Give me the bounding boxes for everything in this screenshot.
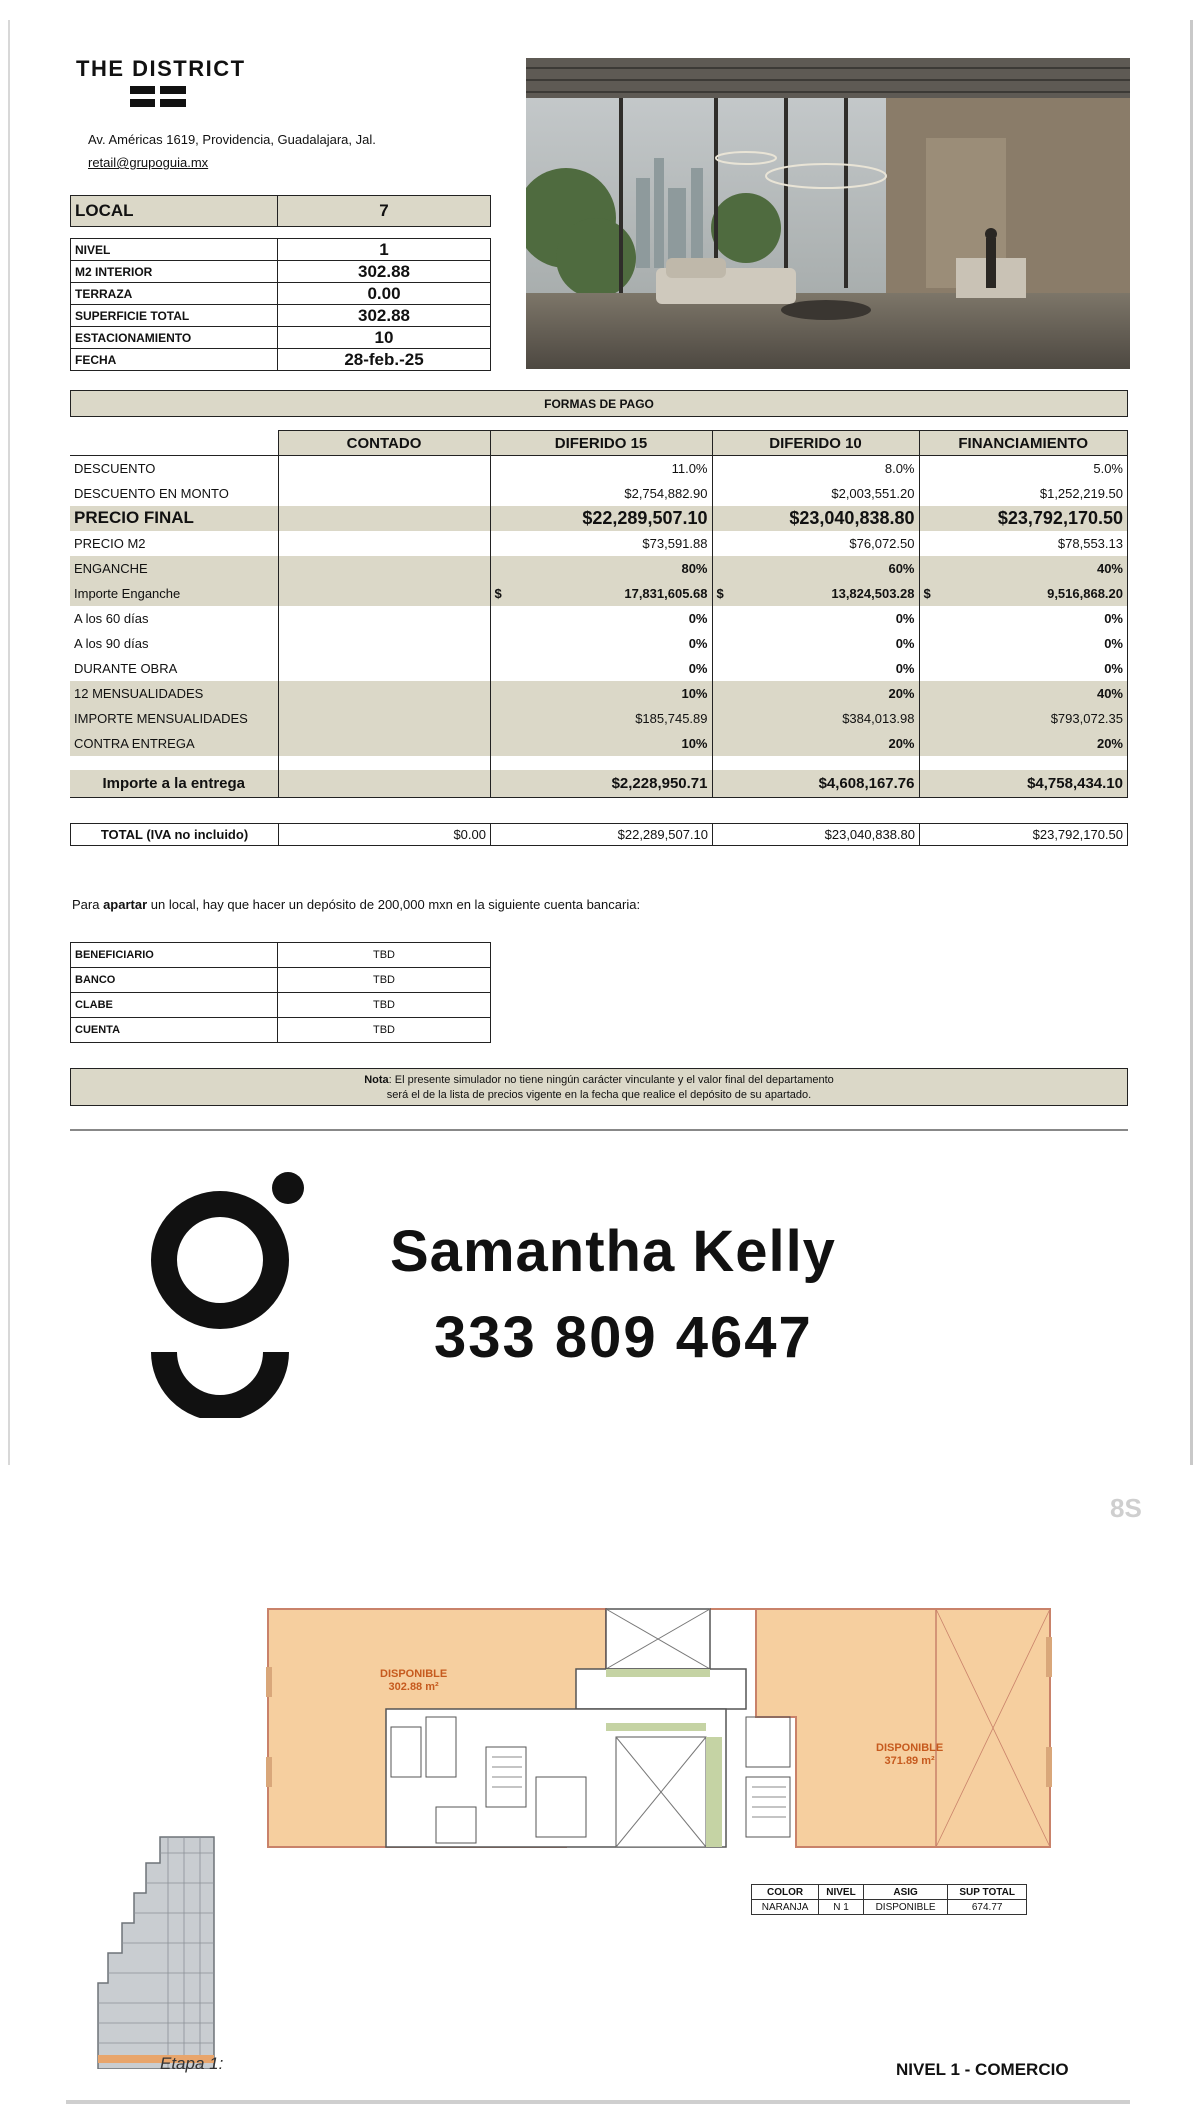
row-cell (712, 506, 919, 531)
payment-row (70, 481, 1128, 506)
cell-value: 40% (1096, 560, 1123, 576)
info-value: 10 (278, 327, 491, 349)
formas-title: FORMAS DE PAGO (71, 391, 1128, 417)
bank-label: CLABE (71, 993, 278, 1018)
currency-sign: $ (716, 585, 724, 601)
bank-row (71, 993, 491, 1018)
row-cell (490, 456, 712, 481)
cell-value: 0% (895, 610, 915, 626)
row-cell (712, 581, 919, 606)
sheet-left-edge (8, 20, 10, 1465)
total-financiamiento: $23,792,170.50 (920, 824, 1128, 846)
info-label: ESTACIONAMIENTO (71, 327, 278, 349)
payment-row (70, 706, 1128, 731)
row-cell (278, 556, 490, 581)
row-label: DESCUENTO (70, 456, 278, 481)
row-cell (490, 581, 712, 606)
info-value: 28-feb.-25 (278, 349, 491, 371)
row-label: 12 MENSUALIDADES (70, 681, 278, 706)
row-cell (278, 531, 490, 556)
column-header-contado: CONTADO (278, 431, 490, 456)
lobby-illustration (526, 58, 1130, 369)
row-cell (490, 556, 712, 581)
cell-value: 20% (888, 685, 915, 701)
row-label: IMPORTE MENSUALIDADES (70, 706, 278, 731)
info-label: NIVEL (71, 239, 278, 261)
row-cell (919, 681, 1128, 706)
legend-cell: DISPONIBLE (863, 1900, 947, 1915)
row-cell (919, 631, 1128, 656)
cell-value: 20% (1096, 735, 1123, 751)
disclaimer-note (70, 1068, 1128, 1106)
info-value: 302.88 (278, 305, 491, 327)
row-cell (919, 731, 1128, 756)
info-row (71, 305, 491, 327)
bottom-divider (66, 2100, 1130, 2104)
bank-row (71, 943, 491, 968)
row-label: CONTRA ENTREGA (70, 731, 278, 756)
row-cell (919, 556, 1128, 581)
unit-a-label (380, 1668, 447, 1694)
cell-value: 80% (681, 560, 708, 576)
row-cell (712, 681, 919, 706)
local-value: 7 (278, 196, 491, 227)
bank-value: TBD (278, 968, 491, 993)
payment-row (70, 506, 1128, 531)
local-table (70, 195, 491, 227)
payment-table (70, 430, 1128, 798)
cell-value: $2,228,950.71 (611, 774, 708, 792)
spacer-row (70, 756, 1128, 770)
row-cell (490, 531, 712, 556)
cell-value: $73,591.88 (642, 535, 708, 551)
cell-value: 0% (688, 635, 708, 651)
currency-sign: $ (494, 585, 502, 601)
row-cell (712, 631, 919, 656)
cell-value: 5.0% (1093, 460, 1123, 476)
deposit-instructions (72, 897, 640, 912)
divider (70, 1129, 1128, 1131)
cell-value: 0% (895, 635, 915, 651)
bank-value: TBD (278, 943, 491, 968)
unit-b-status: DISPONIBLE (876, 1742, 944, 1754)
agent-name: Samantha Kelly (390, 1219, 836, 1284)
payment-row (70, 770, 1128, 798)
info-row (71, 283, 491, 305)
cell-value: $793,072.35 (1050, 710, 1123, 726)
unit-a-status: DISPONIBLE (380, 1668, 448, 1680)
column-header-diferido-15: DIFERIDO 15 (490, 431, 712, 456)
info-value: 0.00 (278, 283, 491, 305)
formas-de-pago-header (70, 390, 1128, 417)
cell-value: 9,516,868.20 (1047, 585, 1123, 601)
cell-value: $78,553.13 (1057, 535, 1123, 551)
cell-value: 0% (1104, 635, 1123, 651)
payment-header-row (70, 431, 1128, 456)
plan-legend-table (751, 1884, 1027, 1915)
payment-row (70, 456, 1128, 481)
deposit-text: Para (72, 897, 104, 912)
cell-value: 10% (681, 685, 708, 701)
cell-value: 17,831,605.68 (624, 585, 708, 601)
info-label: SUPERFICIE TOTAL (71, 305, 278, 327)
row-cell (712, 731, 919, 756)
sheet-right-edge (1190, 20, 1193, 1465)
deposit-text-rest: un local, hay que hacer un depósito de 200,000 mxn en la siguiente cuenta bancaria: (147, 897, 641, 912)
row-label: DESCUENTO EN MONTO (70, 481, 278, 506)
note-text-1: : El presente simulador no tiene ningún carácter vinculante y el valor final del departamento (388, 1074, 834, 1086)
row-cell (490, 631, 712, 656)
row-cell (278, 731, 490, 756)
row-cell (919, 606, 1128, 631)
total-contado: $0.00 (279, 824, 491, 846)
row-cell (490, 681, 712, 706)
address: Av. Américas 1619, Providencia, Guadalajara, Jal. (88, 132, 376, 147)
row-cell (712, 606, 919, 631)
unit-b-area: 371.89 m² (884, 1755, 935, 1767)
note-text-2: será el de la lista de precios vigente en la fecha que realice el depósito de su apartado. (386, 1089, 812, 1101)
legend-header: NIVEL (819, 1885, 864, 1900)
legend-header: SUP TOTAL (948, 1885, 1027, 1900)
row-cell (712, 770, 919, 798)
row-cell (490, 606, 712, 631)
bank-table (70, 942, 491, 1043)
cell-value: 0% (688, 610, 708, 626)
info-label: M2 INTERIOR (71, 261, 278, 283)
row-cell (919, 456, 1128, 481)
row-cell (919, 706, 1128, 731)
bank-value: TBD (278, 1018, 491, 1043)
brand-name: THE DISTRICT (76, 56, 246, 81)
legend-row (752, 1900, 1027, 1915)
cell-value: 8.0% (884, 460, 915, 476)
header-spacer (70, 431, 278, 456)
info-row (71, 349, 491, 371)
row-cell (919, 581, 1128, 606)
row-cell (712, 481, 919, 506)
local-label: LOCAL (71, 196, 278, 227)
unit-a-area: 302.88 m² (388, 1681, 439, 1693)
row-cell (278, 456, 490, 481)
cell-value: $76,072.50 (849, 535, 915, 551)
row-cell (490, 706, 712, 731)
legend-cell: NARANJA (752, 1900, 819, 1915)
bank-value: TBD (278, 993, 491, 1018)
row-cell (278, 506, 490, 531)
payment-row (70, 531, 1128, 556)
legend-cell: N 1 (819, 1900, 864, 1915)
row-cell (278, 656, 490, 681)
floor-plan (266, 1607, 1052, 1849)
cell-value: 13,824,503.28 (831, 585, 915, 601)
column-header-financiamiento: FINANCIAMIENTO (919, 431, 1128, 456)
row-cell (712, 456, 919, 481)
row-cell (490, 770, 712, 798)
column-header-diferido-10: DIFERIDO 10 (712, 431, 919, 456)
payment-row (70, 606, 1128, 631)
row-cell (490, 731, 712, 756)
payment-row (70, 556, 1128, 581)
bank-row (71, 1018, 491, 1043)
payment-row (70, 656, 1128, 681)
etapa-label: Etapa 1: (160, 2054, 224, 2073)
bank-label: CUENTA (71, 1018, 278, 1043)
row-cell (919, 770, 1128, 798)
info-row (71, 261, 491, 283)
cell-value: 60% (888, 560, 915, 576)
brand-logo-icon (130, 86, 186, 110)
row-cell (278, 631, 490, 656)
info-label: TERRAZA (71, 283, 278, 305)
payment-row (70, 681, 1128, 706)
row-cell (490, 481, 712, 506)
lobby-photo (526, 58, 1130, 369)
total-label: TOTAL (IVA no incluido) (71, 824, 279, 846)
row-cell (490, 506, 712, 531)
building-illustration (88, 1833, 234, 2069)
row-label: A los 90 días (70, 631, 278, 656)
payment-row (70, 731, 1128, 756)
row-cell (712, 531, 919, 556)
row-label: A los 60 días (70, 606, 278, 631)
info-table (70, 238, 491, 371)
legend-cell: 674.77 (948, 1900, 1027, 1915)
info-value: 1 (278, 239, 491, 261)
cell-value: 10% (681, 735, 708, 751)
deposit-bold-word: apartar (103, 897, 148, 912)
cell-value: $185,745.89 (635, 710, 708, 726)
row-label: PRECIO FINAL (70, 506, 278, 531)
cell-value: $22,289,507.10 (582, 507, 708, 528)
row-cell (919, 506, 1128, 531)
legend-header-row (752, 1885, 1027, 1900)
payment-row (70, 581, 1128, 606)
cell-value: $23,792,170.50 (997, 507, 1123, 528)
cell-value: $4,608,167.76 (818, 774, 915, 792)
row-cell (712, 656, 919, 681)
email-link[interactable]: retail@grupoguia.mx (88, 155, 209, 170)
row-cell (919, 531, 1128, 556)
total-diferido-10: $23,040,838.80 (713, 824, 920, 846)
row-cell (278, 770, 490, 798)
row-label: ENGANCHE (70, 556, 278, 581)
row-label: Importe Enganche (70, 581, 278, 606)
row-cell (919, 656, 1128, 681)
row-cell (919, 481, 1128, 506)
info-row (71, 327, 491, 349)
row-cell (278, 606, 490, 631)
agent-phone[interactable]: 333 809 4647 (434, 1305, 813, 1370)
cell-value: 40% (1096, 685, 1123, 701)
row-cell (490, 656, 712, 681)
cell-value: $4,758,434.10 (1027, 774, 1123, 792)
cell-value: $2,754,882.90 (624, 485, 708, 501)
row-cell (712, 706, 919, 731)
cell-value: $384,013.98 (842, 710, 915, 726)
cell-value: 20% (888, 735, 915, 751)
cell-value: $1,252,219.50 (1039, 485, 1123, 501)
row-label: DURANTE OBRA (70, 656, 278, 681)
cell-value: 0% (1104, 660, 1123, 676)
legend-header: ASIG (863, 1885, 947, 1900)
row-cell (278, 681, 490, 706)
cell-value: 0% (688, 660, 708, 676)
note-line-1 (71, 1073, 1127, 1088)
row-cell (278, 581, 490, 606)
legend-header: COLOR (752, 1885, 819, 1900)
info-value: 302.88 (278, 261, 491, 283)
info-label: FECHA (71, 349, 278, 371)
total-diferido-15: $22,289,507.10 (491, 824, 713, 846)
cell-value: 11.0% (671, 460, 708, 476)
cell-value: $23,040,838.80 (789, 507, 915, 528)
row-cell (278, 481, 490, 506)
info-row (71, 239, 491, 261)
unit-b-label (876, 1742, 943, 1768)
row-cell (278, 706, 490, 731)
watermark: 8S (1110, 1493, 1142, 1523)
payment-row (70, 631, 1128, 656)
agent-logo-icon (150, 1172, 310, 1418)
bank-row (71, 968, 491, 993)
cell-value: 0% (1104, 610, 1123, 626)
total-table (70, 823, 1128, 846)
plan-title: NIVEL 1 - COMERCIO (896, 2060, 1069, 2079)
row-label: Importe a la entrega (70, 770, 278, 798)
row-label: PRECIO M2 (70, 531, 278, 556)
cell-value: 0% (895, 660, 915, 676)
bank-label: BENEFICIARIO (71, 943, 278, 968)
cell-value: $2,003,551.20 (831, 485, 915, 501)
bank-label: BANCO (71, 968, 278, 993)
row-cell (712, 556, 919, 581)
note-label: Nota (364, 1074, 389, 1086)
currency-sign: $ (923, 585, 931, 601)
